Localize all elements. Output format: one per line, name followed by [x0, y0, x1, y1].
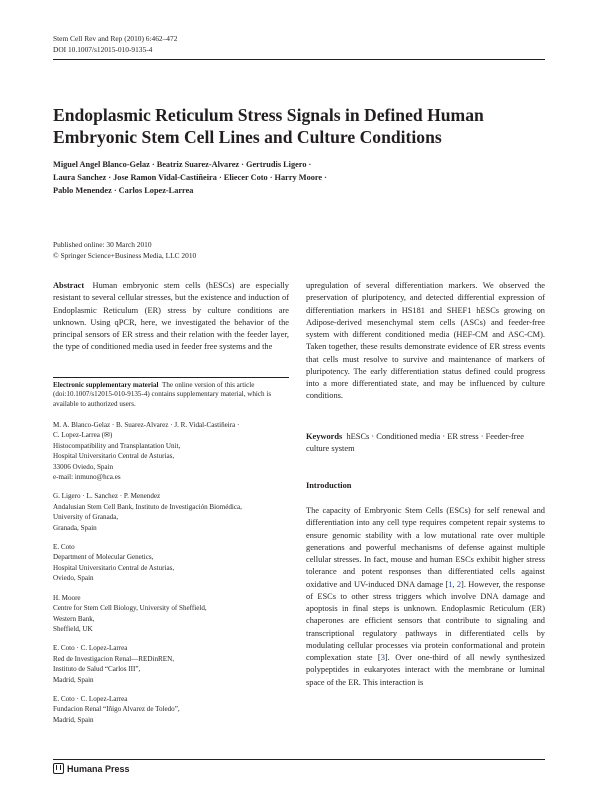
publisher-logo: [53, 763, 130, 774]
affiliation-block: [53, 420, 289, 482]
affiliation-line: Instituto de Salud “Carlos III”,: [53, 665, 141, 674]
article-title: Endoplasmic Reticulum Stress Signals in Defined Human Embryonic Stem Cell Lines and Culture Conditions: [53, 105, 484, 147]
section-heading-introduction: Introduction: [306, 481, 352, 490]
affiliation-line: Red de Investigacion Renal—REDinREN,: [53, 654, 174, 663]
affiliation-block: [53, 694, 289, 725]
affiliation-block: [53, 542, 289, 584]
affiliation-line: 33006 Oviedo, Spain: [53, 462, 114, 471]
affiliation-line: Madrid, Spain: [53, 715, 94, 724]
abstract-text-left: Human embryonic stem cells (hESCs) are especially resistant to several cellular stresses, but the existence and induction of Endoplasmic Reticulum (ER) stress by culture conditions are unknown. Using qPCR, here, we investigated the behavior of the principal sensors of ER stress and their relation with the feeder layer, the type of conditioned media used in feeder free systems and the: [53, 281, 289, 352]
citation-link[interactable]: 1: [448, 579, 453, 589]
affiliation-line: Hospital Universitario Central de Asturias,: [53, 563, 175, 572]
author-line: Laura Sanchez · Jose Ramon Vidal-Castiñeira · Eliecer Coto · Harry Moore ·: [53, 173, 327, 183]
publisher-name: Humana Press: [67, 763, 130, 774]
intro-text: ,: [452, 579, 457, 589]
citation-link[interactable]: 2: [456, 579, 462, 589]
abstract-label: Abstract: [53, 281, 85, 290]
abstract-left: [53, 280, 289, 366]
keywords: [306, 431, 545, 456]
affiliation-line: G. Ligero · L. Sanchez · P. Menendez: [53, 492, 161, 501]
running-header: [53, 33, 177, 55]
author-line: Miguel Angel Blanco-Gelaz · Beatriz Suarez-Alvarez · Gertrudis Ligero ·: [53, 160, 312, 169]
journal-citation: Stem Cell Rev and Rep (2010) 6:462–472: [53, 34, 178, 43]
affiliation-block: [53, 491, 289, 533]
esm-text: The online version of this article (doi:10.1007/s12015-010-9135-4) contains supplementary material, which is available to authorized users.: [53, 381, 272, 408]
introduction-body: [306, 505, 545, 689]
footer-rule: [53, 759, 545, 760]
affiliation-line: Hospital Universitario Central de Asturias,: [53, 452, 175, 461]
affiliation-line: C. Lopez-Larrea (✉): [53, 431, 113, 440]
affiliation-line: e-mail: inmuno@hca.es: [53, 473, 121, 482]
affiliation-line: Oviedo, Spain: [53, 574, 94, 583]
keywords-text: hESCs · Conditioned media · ER stress · Feeder-free culture system: [306, 432, 525, 454]
header-rule: [53, 59, 545, 60]
affiliation-line: E. Coto: [53, 543, 75, 552]
left-column: [53, 280, 289, 366]
affiliation-block: [53, 593, 289, 635]
right-column: [306, 280, 545, 403]
abstract-right: upregulation of several differentiation markers. We observed the preservation of pluripotency, and detected differential expression of differentiation markers in HS181 and SHEF1 hESCs growing on Adipose-derived mesenchymal stem cells (ASCs) and feeder-free system with different conditioned media (HEF-CM and ASC-CM). Taken together, these results demonstrate evidence of ER stress events that cells must resolve to survive and maintenance of markers of pluripotency. The early differentiation status defined could progress into a more differentiated state, and may be influenced by culture conditions.: [306, 281, 545, 401]
affiliation-line: E. Coto · C. Lopez-Larrea: [53, 694, 128, 703]
affiliation-line: University of Granada,: [53, 513, 119, 522]
affiliations: [53, 420, 289, 734]
affiliation-line: Granada, Spain: [53, 523, 97, 532]
affiliation-line: Department of Molecular Genetics,: [53, 553, 154, 562]
affiliation-line: E. Coto · C. Lopez-Larrea: [53, 644, 128, 653]
introduction-paragraph: [306, 505, 545, 689]
published-online: Published online: 30 March 2010: [53, 240, 152, 249]
intro-text: ]. However, the response of ESCs to other stress triggers which involve DNA damage and apoptosis in final steps is unknown. Endoplasmic Reticulum (ER) chaperones are efficient sensors that contribute to signaling and transcriptional regulatory pathways in differentiated cells by modulating cellular processes via protein conformational and protein complexation state [: [306, 579, 546, 662]
affiliation-line: Madrid, Spain: [53, 675, 94, 684]
keywords-label: Keywords: [306, 432, 343, 441]
intro-text: The capacity of Embryonic Stem Cells (ESCs) for self renewal and differentiation into any cell type requires competent repair systems to ensure genomic stability with a low mutational rate over multiple generations and powerful mechanisms of defense against multiple cellular stresses. In fact, mouse and human ESCs exhibit higher stress tolerance and potent responses than differentiated cells against oxidative and UV-induced DNA damage [: [306, 506, 545, 589]
affiliation-line: M. A. Blanco-Gelaz · B. Suarez-Alvarez · J. R. Vidal-Castiñeira ·: [53, 421, 240, 429]
doi-line: DOI 10.1007/s12015-010-9135-4: [53, 45, 153, 54]
affiliation-line: Centre for Stem Cell Biology, University of Sheffield,: [53, 604, 207, 613]
affiliation-line: Western Bank,: [53, 614, 95, 623]
affiliation-line: Andalusian Stem Cell Bank, Instituto de Investigación Biomédica,: [53, 502, 242, 511]
esm-label: Electronic supplementary material: [53, 381, 159, 389]
affiliation-line: Fundacion Renal “Iñigo Alvarez de Toledo”,: [53, 705, 180, 714]
affiliation-line: Histocompatibility and Transplantation Unit,: [53, 441, 181, 450]
author-list: [53, 158, 523, 197]
footnote-rule: [53, 377, 289, 378]
author-line: Pablo Menendez · Carlos Lopez-Larrea: [53, 186, 194, 196]
supplementary-note: [53, 381, 289, 409]
humana-press-logo-icon: [53, 763, 64, 774]
publication-info: [53, 240, 196, 261]
affiliation-block: [53, 643, 289, 685]
citation-link[interactable]: 3: [380, 653, 385, 662]
copyright-line: © Springer Science+Business Media, LLC 2010: [53, 250, 197, 260]
intro-text: ]. Over one-third of all newly synthesized polypeptides in eukaryotes interact with the membrane or luminal space of the ER. This interaction is: [306, 653, 545, 687]
affiliation-line: Sheffield, UK: [53, 624, 93, 633]
affiliation-line: H. Moore: [53, 593, 81, 602]
